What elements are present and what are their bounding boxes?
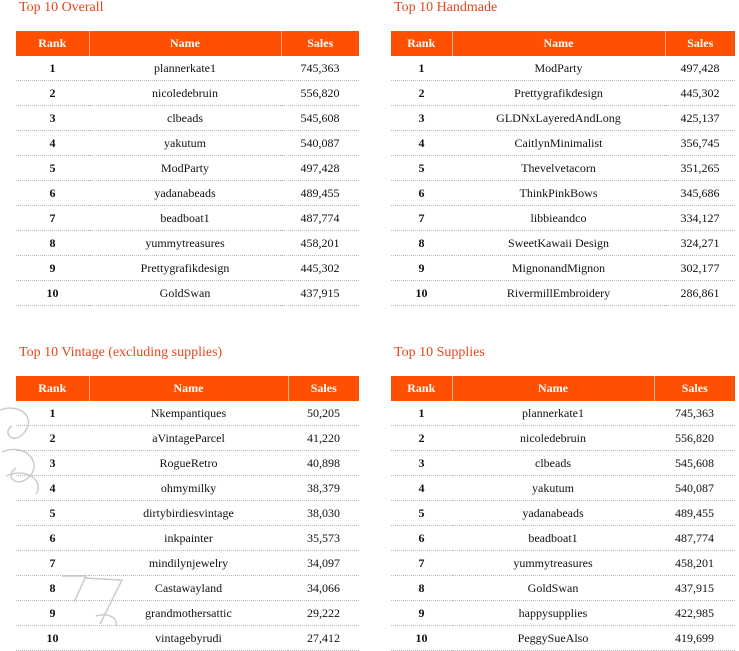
table-row bbox=[16, 181, 359, 206]
rank-column-header: Rank bbox=[16, 31, 89, 56]
table-row bbox=[391, 501, 735, 526]
rank-cell: 4 bbox=[391, 131, 452, 156]
table-row bbox=[391, 576, 735, 601]
rank-cell: 1 bbox=[391, 56, 452, 81]
rank-cell: 6 bbox=[16, 526, 89, 551]
sales-cell: 458,201 bbox=[654, 551, 735, 576]
rank-cell: 5 bbox=[391, 156, 452, 181]
rank-cell: 3 bbox=[391, 451, 452, 476]
sales-cell: 540,087 bbox=[654, 476, 735, 501]
table-row bbox=[16, 576, 359, 601]
rank-cell: 4 bbox=[16, 131, 89, 156]
sales-cell: 437,915 bbox=[654, 576, 735, 601]
table-row bbox=[16, 256, 359, 281]
sales-cell: 487,774 bbox=[654, 526, 735, 551]
shop-name-cell: clbeads bbox=[452, 451, 654, 476]
shop-name-cell: inkpainter bbox=[89, 526, 288, 551]
sales-cell: 745,363 bbox=[654, 401, 735, 426]
rank-column-header: Rank bbox=[391, 31, 452, 56]
shop-name-cell: ohmymilky bbox=[89, 476, 288, 501]
sales-cell: 35,573 bbox=[288, 526, 359, 551]
sales-cell: 556,820 bbox=[281, 81, 359, 106]
table-row bbox=[16, 131, 359, 156]
rank-cell: 2 bbox=[16, 81, 89, 106]
table-row bbox=[391, 231, 735, 256]
rank-cell: 5 bbox=[16, 156, 89, 181]
table-row bbox=[16, 426, 359, 451]
table-row bbox=[16, 551, 359, 576]
shop-name-cell: plannerkate1 bbox=[89, 56, 281, 81]
rank-cell: 9 bbox=[16, 256, 89, 281]
shop-name-cell: yummytreasures bbox=[452, 551, 654, 576]
rank-cell: 4 bbox=[391, 476, 452, 501]
sales-cell: 38,030 bbox=[288, 501, 359, 526]
rank-cell: 7 bbox=[16, 551, 89, 576]
rank-cell: 9 bbox=[16, 601, 89, 626]
sales-cell: 419,699 bbox=[654, 626, 735, 651]
table-header-row bbox=[391, 376, 735, 401]
table-row bbox=[16, 501, 359, 526]
shop-name-cell: happysupplies bbox=[452, 601, 654, 626]
rank-cell: 6 bbox=[391, 181, 452, 206]
shop-name-cell: RogueRetro bbox=[89, 451, 288, 476]
sales-cell: 41,220 bbox=[288, 426, 359, 451]
rank-column-header: Rank bbox=[391, 376, 452, 401]
name-column-header: Name bbox=[89, 31, 281, 56]
table-row bbox=[391, 131, 735, 156]
rank-cell: 5 bbox=[391, 501, 452, 526]
sales-cell: 34,066 bbox=[288, 576, 359, 601]
table-row bbox=[16, 526, 359, 551]
shop-name-cell: plannerkate1 bbox=[452, 401, 654, 426]
rank-cell: 6 bbox=[391, 526, 452, 551]
rank-cell: 8 bbox=[16, 576, 89, 601]
rank-cell: 10 bbox=[16, 626, 89, 651]
rank-cell: 10 bbox=[16, 281, 89, 306]
table-row bbox=[391, 601, 735, 626]
shop-name-cell: yadanabeads bbox=[89, 181, 281, 206]
sales-cell: 545,608 bbox=[281, 106, 359, 131]
sales-cell: 38,379 bbox=[288, 476, 359, 501]
sales-cell: 34,097 bbox=[288, 551, 359, 576]
shop-name-cell: beadboat1 bbox=[452, 526, 654, 551]
rank-cell: 7 bbox=[391, 551, 452, 576]
shop-name-cell: nicoledebruin bbox=[89, 81, 281, 106]
rank-cell: 2 bbox=[391, 426, 452, 451]
sales-cell: 437,915 bbox=[281, 281, 359, 306]
shop-name-cell: aVintageParcel bbox=[89, 426, 288, 451]
sales-cell: 540,087 bbox=[281, 131, 359, 156]
rank-cell: 7 bbox=[16, 206, 89, 231]
shop-name-cell: clbeads bbox=[89, 106, 281, 131]
sales-cell: 40,898 bbox=[288, 451, 359, 476]
shop-name-cell: beadboat1 bbox=[89, 206, 281, 231]
table-row bbox=[16, 56, 359, 81]
rank-cell: 3 bbox=[391, 106, 452, 131]
rank-cell: 5 bbox=[16, 501, 89, 526]
sales-cell: 497,428 bbox=[281, 156, 359, 181]
shop-name-cell: Castawayland bbox=[89, 576, 288, 601]
rank-cell: 9 bbox=[391, 601, 452, 626]
rank-cell: 8 bbox=[391, 231, 452, 256]
section-title: Top 10 Handmade bbox=[394, 0, 498, 15]
sales-cell: 356,745 bbox=[665, 131, 735, 156]
rank-cell: 2 bbox=[16, 426, 89, 451]
table-row bbox=[391, 181, 735, 206]
top10-handmade-table bbox=[391, 31, 735, 306]
table-row bbox=[391, 451, 735, 476]
table-row bbox=[391, 476, 735, 501]
rank-column-header: Rank bbox=[16, 376, 89, 401]
table-row bbox=[16, 106, 359, 131]
sales-column-header: Sales bbox=[654, 376, 735, 401]
table-header-row bbox=[16, 31, 359, 56]
shop-name-cell: vintagebyrudi bbox=[89, 626, 288, 651]
sales-cell: 556,820 bbox=[654, 426, 735, 451]
table-row bbox=[16, 206, 359, 231]
shop-name-cell: MignonandMignon bbox=[452, 256, 665, 281]
sales-cell: 302,177 bbox=[665, 256, 735, 281]
rank-cell: 6 bbox=[16, 181, 89, 206]
rank-cell: 2 bbox=[391, 81, 452, 106]
table-row bbox=[391, 206, 735, 231]
top10-supplies-table bbox=[391, 376, 735, 651]
shop-name-cell: Prettygrafikdesign bbox=[89, 256, 281, 281]
table-row bbox=[391, 626, 735, 651]
shop-name-cell: ModParty bbox=[452, 56, 665, 81]
top10-overall-table bbox=[16, 31, 359, 306]
sales-cell: 50,205 bbox=[288, 401, 359, 426]
shop-name-cell: mindilynjewelry bbox=[89, 551, 288, 576]
table-row bbox=[16, 81, 359, 106]
table-row bbox=[16, 601, 359, 626]
shop-name-cell: CaitlynMinimalist bbox=[452, 131, 665, 156]
shop-name-cell: GLDNxLayeredAndLong bbox=[452, 106, 665, 131]
shop-name-cell: SweetKawaii Design bbox=[452, 231, 665, 256]
table-row bbox=[16, 231, 359, 256]
shop-name-cell: GoldSwan bbox=[452, 576, 654, 601]
rank-cell: 1 bbox=[16, 401, 89, 426]
table-row bbox=[391, 106, 735, 131]
table-header-row bbox=[391, 31, 735, 56]
shop-name-cell: yadanabeads bbox=[452, 501, 654, 526]
sales-cell: 487,774 bbox=[281, 206, 359, 231]
shop-name-cell: dirtybirdiesvintage bbox=[89, 501, 288, 526]
shop-name-cell: yakutum bbox=[452, 476, 654, 501]
rank-cell: 1 bbox=[16, 56, 89, 81]
shop-name-cell: yakutum bbox=[89, 131, 281, 156]
section-title: Top 10 Supplies bbox=[394, 345, 485, 360]
table-header-row bbox=[16, 376, 359, 401]
sales-cell: 497,428 bbox=[665, 56, 735, 81]
sales-cell: 27,412 bbox=[288, 626, 359, 651]
sales-cell: 458,201 bbox=[281, 231, 359, 256]
sales-cell: 345,686 bbox=[665, 181, 735, 206]
sales-column-header: Sales bbox=[288, 376, 359, 401]
sales-cell: 324,271 bbox=[665, 231, 735, 256]
table-row bbox=[391, 526, 735, 551]
sales-column-header: Sales bbox=[281, 31, 359, 56]
rank-cell: 8 bbox=[16, 231, 89, 256]
sales-cell: 425,137 bbox=[665, 106, 735, 131]
shop-name-cell: Thevelvetacorn bbox=[452, 156, 665, 181]
rank-cell: 10 bbox=[391, 626, 452, 651]
shop-name-cell: grandmothersattic bbox=[89, 601, 288, 626]
sales-cell: 489,455 bbox=[281, 181, 359, 206]
sales-cell: 29,222 bbox=[288, 601, 359, 626]
table-row bbox=[391, 56, 735, 81]
table-row bbox=[391, 401, 735, 426]
shop-name-cell: RivermillEmbroidery bbox=[452, 281, 665, 306]
shop-name-cell: yummytreasures bbox=[89, 231, 281, 256]
sales-cell: 445,302 bbox=[281, 256, 359, 281]
shop-name-cell: ModParty bbox=[89, 156, 281, 181]
section-title: Top 10 Vintage (excluding supplies) bbox=[19, 345, 223, 360]
table-row bbox=[391, 81, 735, 106]
sales-cell: 445,302 bbox=[665, 81, 735, 106]
shop-name-cell: PeggySueAlso bbox=[452, 626, 654, 651]
table-row bbox=[391, 426, 735, 451]
name-column-header: Name bbox=[89, 376, 288, 401]
rank-cell: 9 bbox=[391, 256, 452, 281]
table-row bbox=[391, 551, 735, 576]
table-row bbox=[16, 281, 359, 306]
shop-name-cell: nicoledebruin bbox=[452, 426, 654, 451]
table-row bbox=[391, 256, 735, 281]
rank-cell: 1 bbox=[391, 401, 452, 426]
table-row bbox=[391, 281, 735, 306]
name-column-header: Name bbox=[452, 31, 665, 56]
shop-name-cell: ThinkPinkBows bbox=[452, 181, 665, 206]
rank-cell: 4 bbox=[16, 476, 89, 501]
sales-cell: 351,265 bbox=[665, 156, 735, 181]
rank-cell: 7 bbox=[391, 206, 452, 231]
sales-cell: 489,455 bbox=[654, 501, 735, 526]
shop-name-cell: GoldSwan bbox=[89, 281, 281, 306]
sales-cell: 545,608 bbox=[654, 451, 735, 476]
top10-vintage-table bbox=[16, 376, 359, 651]
shop-name-cell: libbieandco bbox=[452, 206, 665, 231]
sales-cell: 422,985 bbox=[654, 601, 735, 626]
rank-cell: 3 bbox=[16, 106, 89, 131]
section-title: Top 10 Overall bbox=[19, 0, 104, 15]
table-row bbox=[16, 476, 359, 501]
rank-cell: 8 bbox=[391, 576, 452, 601]
shop-name-cell: Prettygrafikdesign bbox=[452, 81, 665, 106]
name-column-header: Name bbox=[452, 376, 654, 401]
table-row bbox=[16, 401, 359, 426]
table-row bbox=[391, 156, 735, 181]
sales-cell: 745,363 bbox=[281, 56, 359, 81]
sales-column-header: Sales bbox=[665, 31, 735, 56]
table-row bbox=[16, 451, 359, 476]
table-row bbox=[16, 626, 359, 651]
sales-cell: 334,127 bbox=[665, 206, 735, 231]
rank-cell: 10 bbox=[391, 281, 452, 306]
shop-name-cell: Nkempantiques bbox=[89, 401, 288, 426]
rank-cell: 3 bbox=[16, 451, 89, 476]
table-row bbox=[16, 156, 359, 181]
sales-cell: 286,861 bbox=[665, 281, 735, 306]
